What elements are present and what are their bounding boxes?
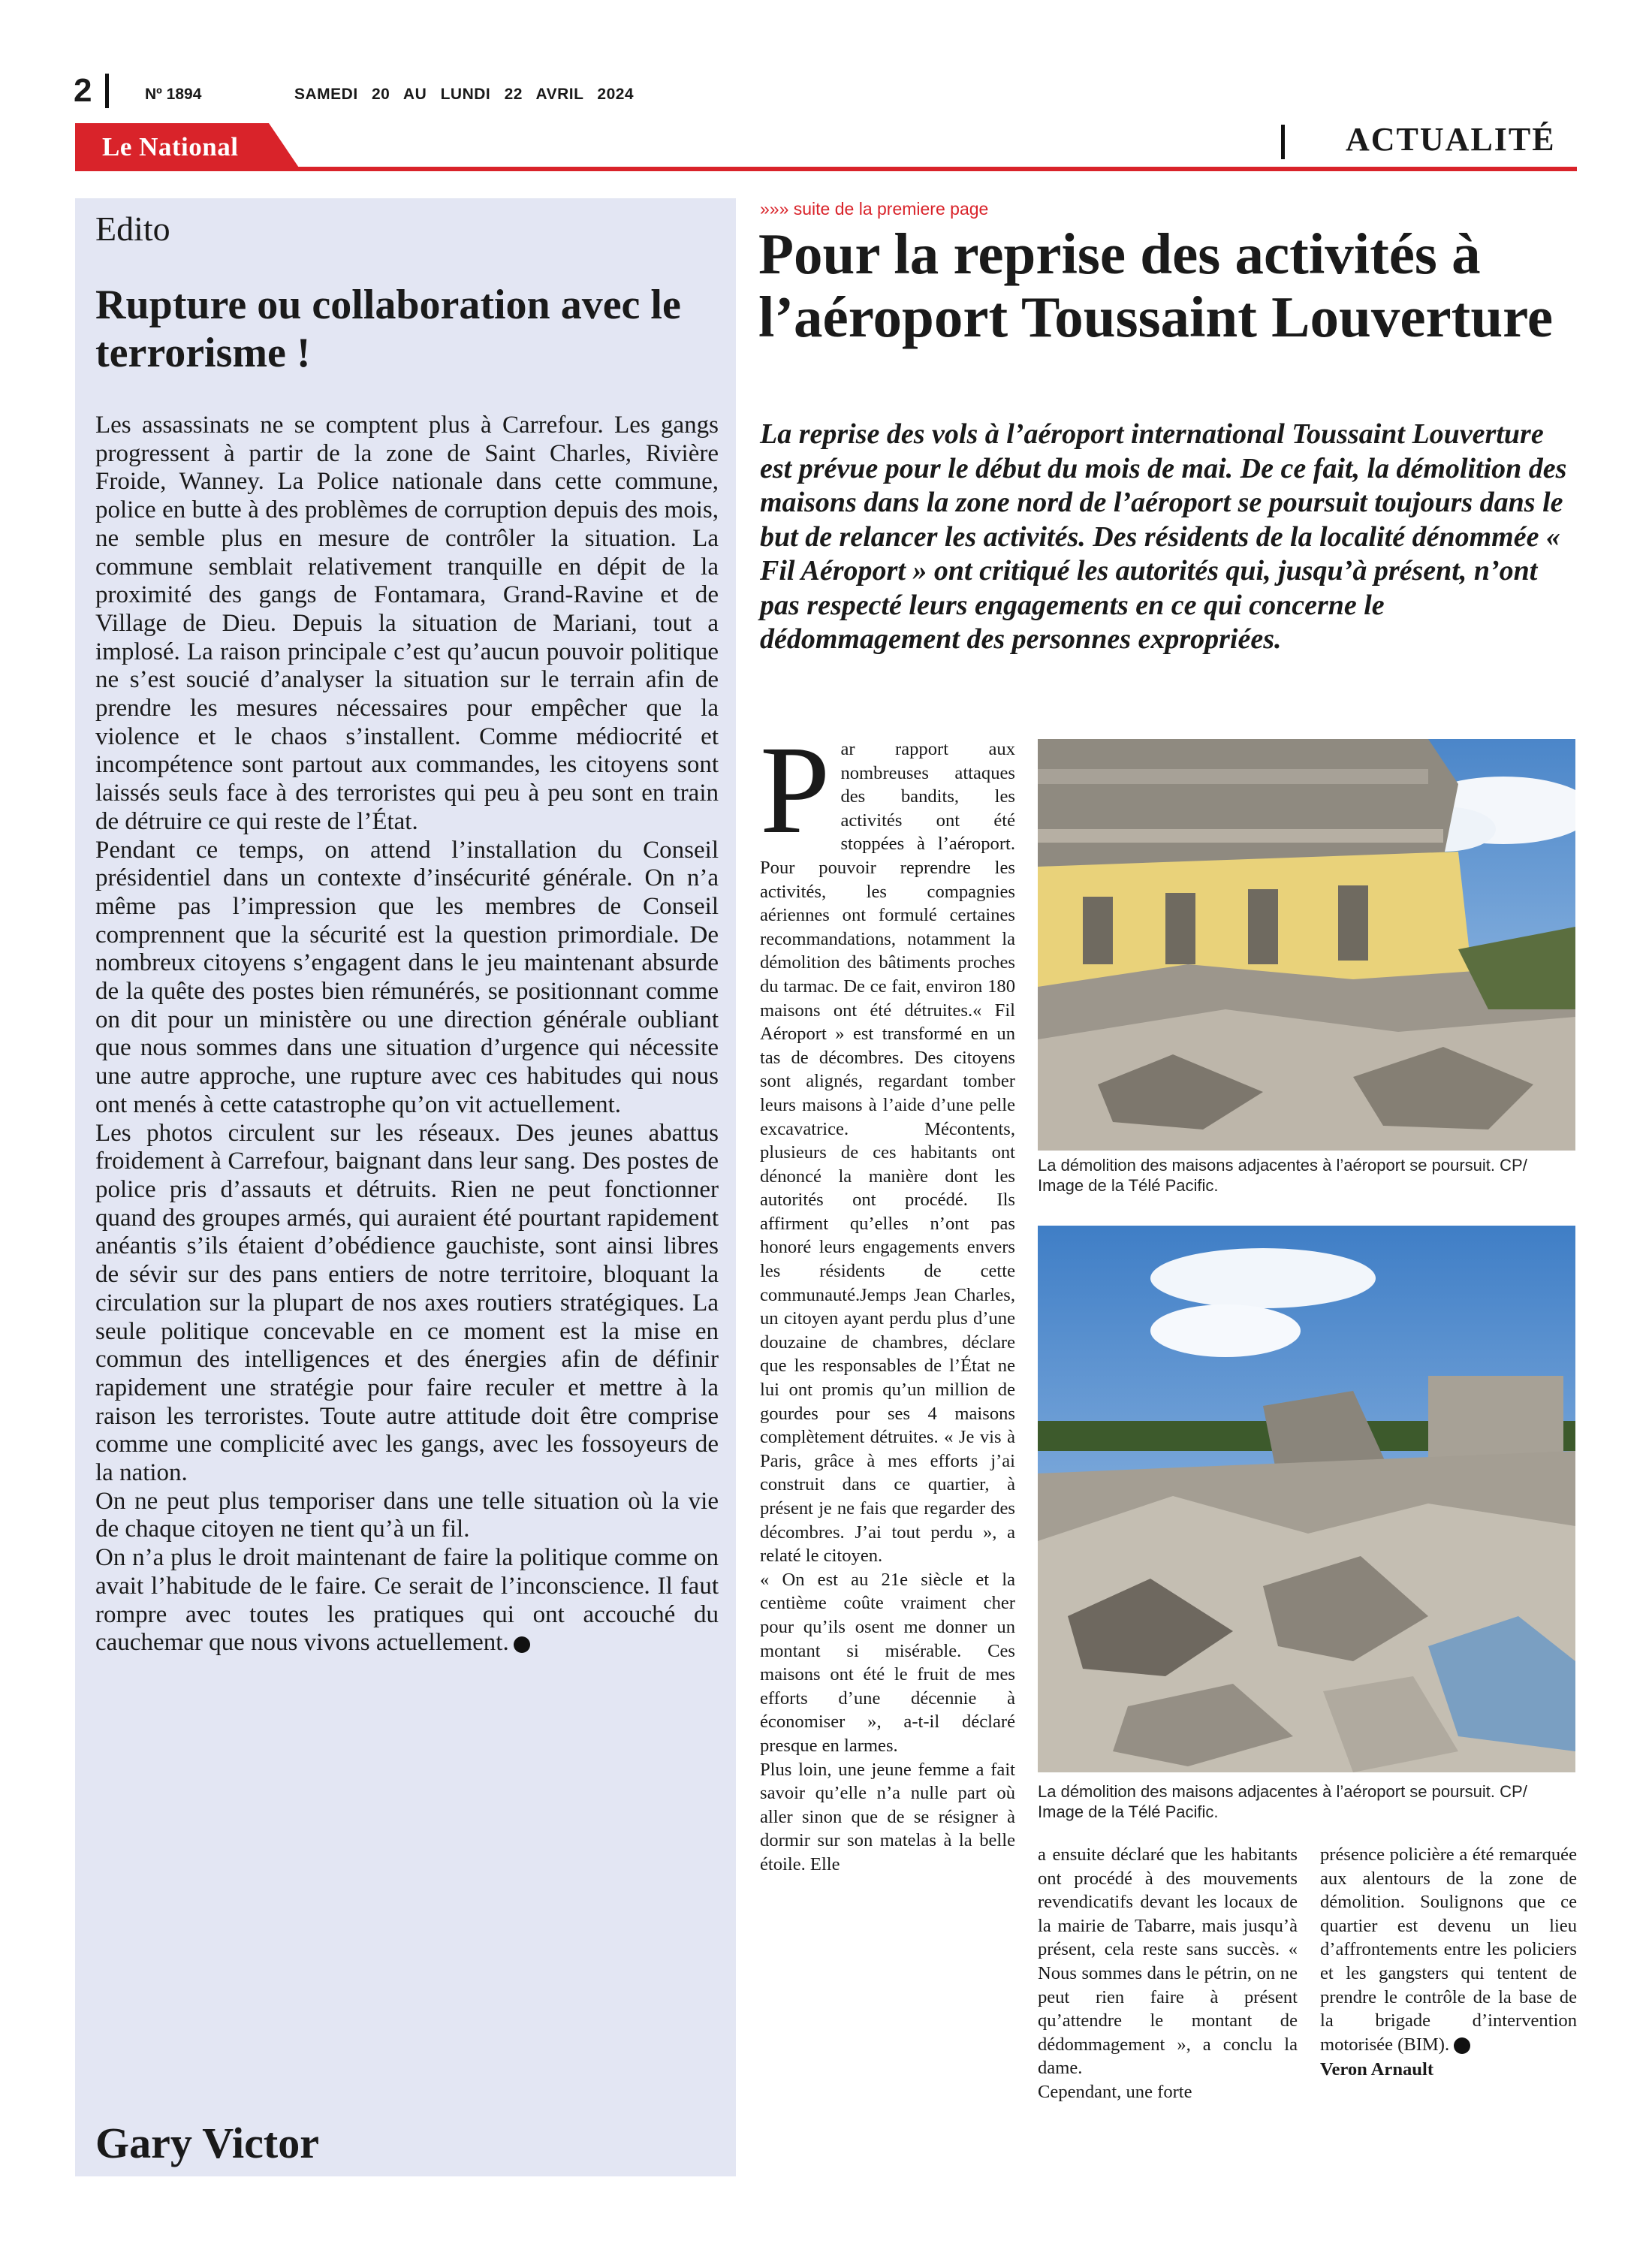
- edito-body: [95, 412, 719, 1657]
- brand-name: Le National: [102, 132, 239, 161]
- article-author: Veron Arnault: [1320, 2059, 1434, 2080]
- edito-signature: Gary Victor: [95, 2119, 319, 2167]
- drop-cap: P: [760, 720, 831, 860]
- article-paragraph: [760, 720, 1015, 1568]
- photo-1-illustration: [1038, 739, 1575, 1151]
- section-title: ACTUALITÉ: [1346, 121, 1556, 158]
- article-paragraph: Plus loin, une jeune femme a fait savoir qu’elle n’a nulle part où aller sinon que de se résigner à dormir sur son matelas à la belle étoile. Elle: [760, 1759, 1015, 1874]
- article-paragraph-text: présence policière a été remarquée aux alentours de la zone de démolition. Soulignons que ce quartier est devenu un lieu d’affrontements entre les policiers et les gangsters qui tentent de prendre le contrôle de la base de la brigade d’intervention motorisée (BIM).: [1320, 1844, 1577, 2055]
- edito-paragraph: [95, 1544, 719, 1657]
- demolition-photo-1: [1038, 739, 1575, 1151]
- end-mark-icon: [514, 1636, 530, 1653]
- photo-2-illustration: [1038, 1226, 1575, 1772]
- article-title: Pour la reprise des activités à l’aéroport Toussaint Louverture: [758, 222, 1554, 349]
- photo-2-caption: La démolition des maisons adjacentes à l’aéroport se poursuit. CP/ Image de la Télé Pacific.: [1038, 1782, 1527, 1821]
- article-column-3: [1320, 1843, 1577, 2082]
- end-mark-icon: [1454, 2037, 1470, 2054]
- issue-number: Nº 1894: [145, 86, 202, 103]
- dateline: SAMEDI 20 AU LUNDI 22 AVRIL 2024: [294, 86, 635, 103]
- article-paragraph: a ensuite déclaré que les habitants ont procédé à des mouvements revendicatifs devant les locaux de la mairie de Tabarre, mais jusqu’à présent, cela reste sans succès. « Nous sommes dans le pétrin, on ne peut rien faire à présent qu’attendre le montant de dédommagement », a conclu la dame.: [1038, 1844, 1298, 2079]
- article-column-1: [760, 720, 1015, 1877]
- article-paragraph: [1320, 1843, 1577, 2056]
- page-number-divider: [105, 74, 109, 108]
- edito-title: Rupture ou collaboration avec le terrorisme !: [95, 282, 681, 376]
- edito-paragraph: On ne peut plus temporiser dans une telle situation où la vie de chaque citoyen ne tient qu’à un fil.: [95, 1487, 719, 1543]
- photo-1-caption: La démolition des maisons adjacentes à l’aéroport se poursuit. CP/ Image de la Télé Pacific.: [1038, 1156, 1527, 1195]
- article-paragraph: Cependant, une forte: [1038, 2081, 1192, 2102]
- page-number: 2: [74, 72, 92, 109]
- header-rule: [75, 167, 1577, 171]
- edito-paragraph: Pendant ce temps, on attend l’installation du Conseil présidentiel dans un contexte d’insécurité générale. On n’a même pas l’impression que les membres de Conseil comprennent que la sécurité est la question primordiale. De nombreux citoyens s’engagent dans le jeu maintenant absurde de la quête des postes bien rémunérés, se positionnant comme on dit pour un ministère ou une direction générale oubliant que nous sommes dans une situation d’urgence qui nécessite une autre approche, une rupture avec ces habitudes qui nous ont menés à cette catastrophe qu’on vit actuellement.: [95, 836, 719, 1118]
- article-column-2: [1038, 1843, 1298, 2104]
- edito-paragraph-text: On n’a plus le droit maintenant de faire la politique comme on avait l’habitude de le faire. Ce serait de l’inconscience. Il faut rompre avec toutes les pratiques qui ont accouché du cauchemar que nous vivons actuellement.: [95, 1544, 719, 1657]
- section-divider: [1281, 125, 1285, 159]
- article-lead: La reprise des vols à l’aéroport international Toussaint Louverture est prévue pour le début du mois de mai. De ce fait, la démolition des maisons dans la zone nord de l’aéroport se poursuit toujours dans le but de relancer les activités. Des résidents de la localité dénommée « Fil Aéroport » ont critiqué les autorités qui, jusqu’à présent, n’ont pas respecté leurs engagements en ce qui concerne le dédommagement des personnes expropriées.: [760, 418, 1567, 655]
- article-paragraph: « On est au 21e siècle et la centième coûte vraiment cher pour qu’ils osent me donner un montant si misérable. Ces maisons ont été le fruit de mes efforts d’une décennie à économiser », a-t-il déclaré presque en larmes.: [760, 1569, 1015, 1756]
- demolition-photo-2: [1038, 1226, 1575, 1772]
- edito-paragraph: Les photos circulent sur les réseaux. Des jeunes abattus froidement à Carrefour, baignant dans leur sang. Des postes de police pris d’assauts et détruits. Rien ne peut fonctionner quand des groupes armés, qui auraient été pourtant rapidement anéantis s’ils étaient d’obédience gauchiste, sont ainsi libres de sévir sur des pans entiers de notre territoire, bloquant la circulation sur la plupart de nos axes routiers stratégiques. La seule politique concevable en ce moment est la mise en commun des intelligences et des énergies afin de définir rapidement une stratégie pour faire reculer et mettre à la raison les terroristes. Toute autre attitude doit être comprise comme une complicité avec les gangs, avec les fossoyeurs de la nation.: [95, 1119, 719, 1487]
- edito-paragraph: Les assassinats ne se comptent plus à Carrefour. Les gangs progressent à partir de la zone de Saint Charles, Rivière Froide, Wanney. La Police nationale dans cette commune, police en butte à des problèmes de corruption depuis des mois, ne semble plus en mesure de contrôler la situation. La commune semblait relativement tranquille en dépit de la proximité des gangs de Fontamara, Grand-Ravine et de Village de Dieu. Depuis la situation de Mariani, tout a implosé. La raison principale c’est qu’aucun pouvoir politique ne s’est soucié d’analyser la situation sur le terrain afin de prendre les mesures nécessaires pour empêcher que la violence et le chaos s’installent. Comme médiocrité et incompétence sont partout aux commandes, les citoyens sont laissés seuls face à des terroristes qui peu à peu sont en train de détruire ce qui reste de l’État.: [95, 412, 719, 835]
- edito-label: Edito: [95, 210, 170, 248]
- article-paragraph-text: ar rapport aux nombreuses attaques des bandits, les activités ont été stoppées à l’aéroport. Pour pouvoir reprendre les activités, les compagnies aériennes ont formulé certaines recommandations, notamment la démolition des bâtiments proches du tarmac. De ce fait, environ 180 maisons ont été détruites.« Fil Aéroport » est transformé en un tas de décombres. Des citoyens sont alignés, regardant tomber leurs maisons à l’aide d’une pelle excavatrice. Mécontents, plusieurs de ces habitants ont dénoncé la manière dont les autorités ont procédé. Ils affirment qu’elles n’ont pas honoré leurs engagements envers les résidents de cette communauté.Jemps Jean Charles, un citoyen ayant perdu plus d’une douzaine de chambres, déclare que les responsables de l’État ne lui ont promis qu’un million de gourdes pour ses 4 maisons complètement détruites. « Je vis à Paris, grâce à mes efforts j’ai construit dans ce quartier, à présent je ne fais que regarder des décombres. J’ai tout perdu », a relaté le citoyen.: [760, 739, 1015, 1567]
- article-kicker: »»» suite de la premiere page: [760, 199, 989, 219]
